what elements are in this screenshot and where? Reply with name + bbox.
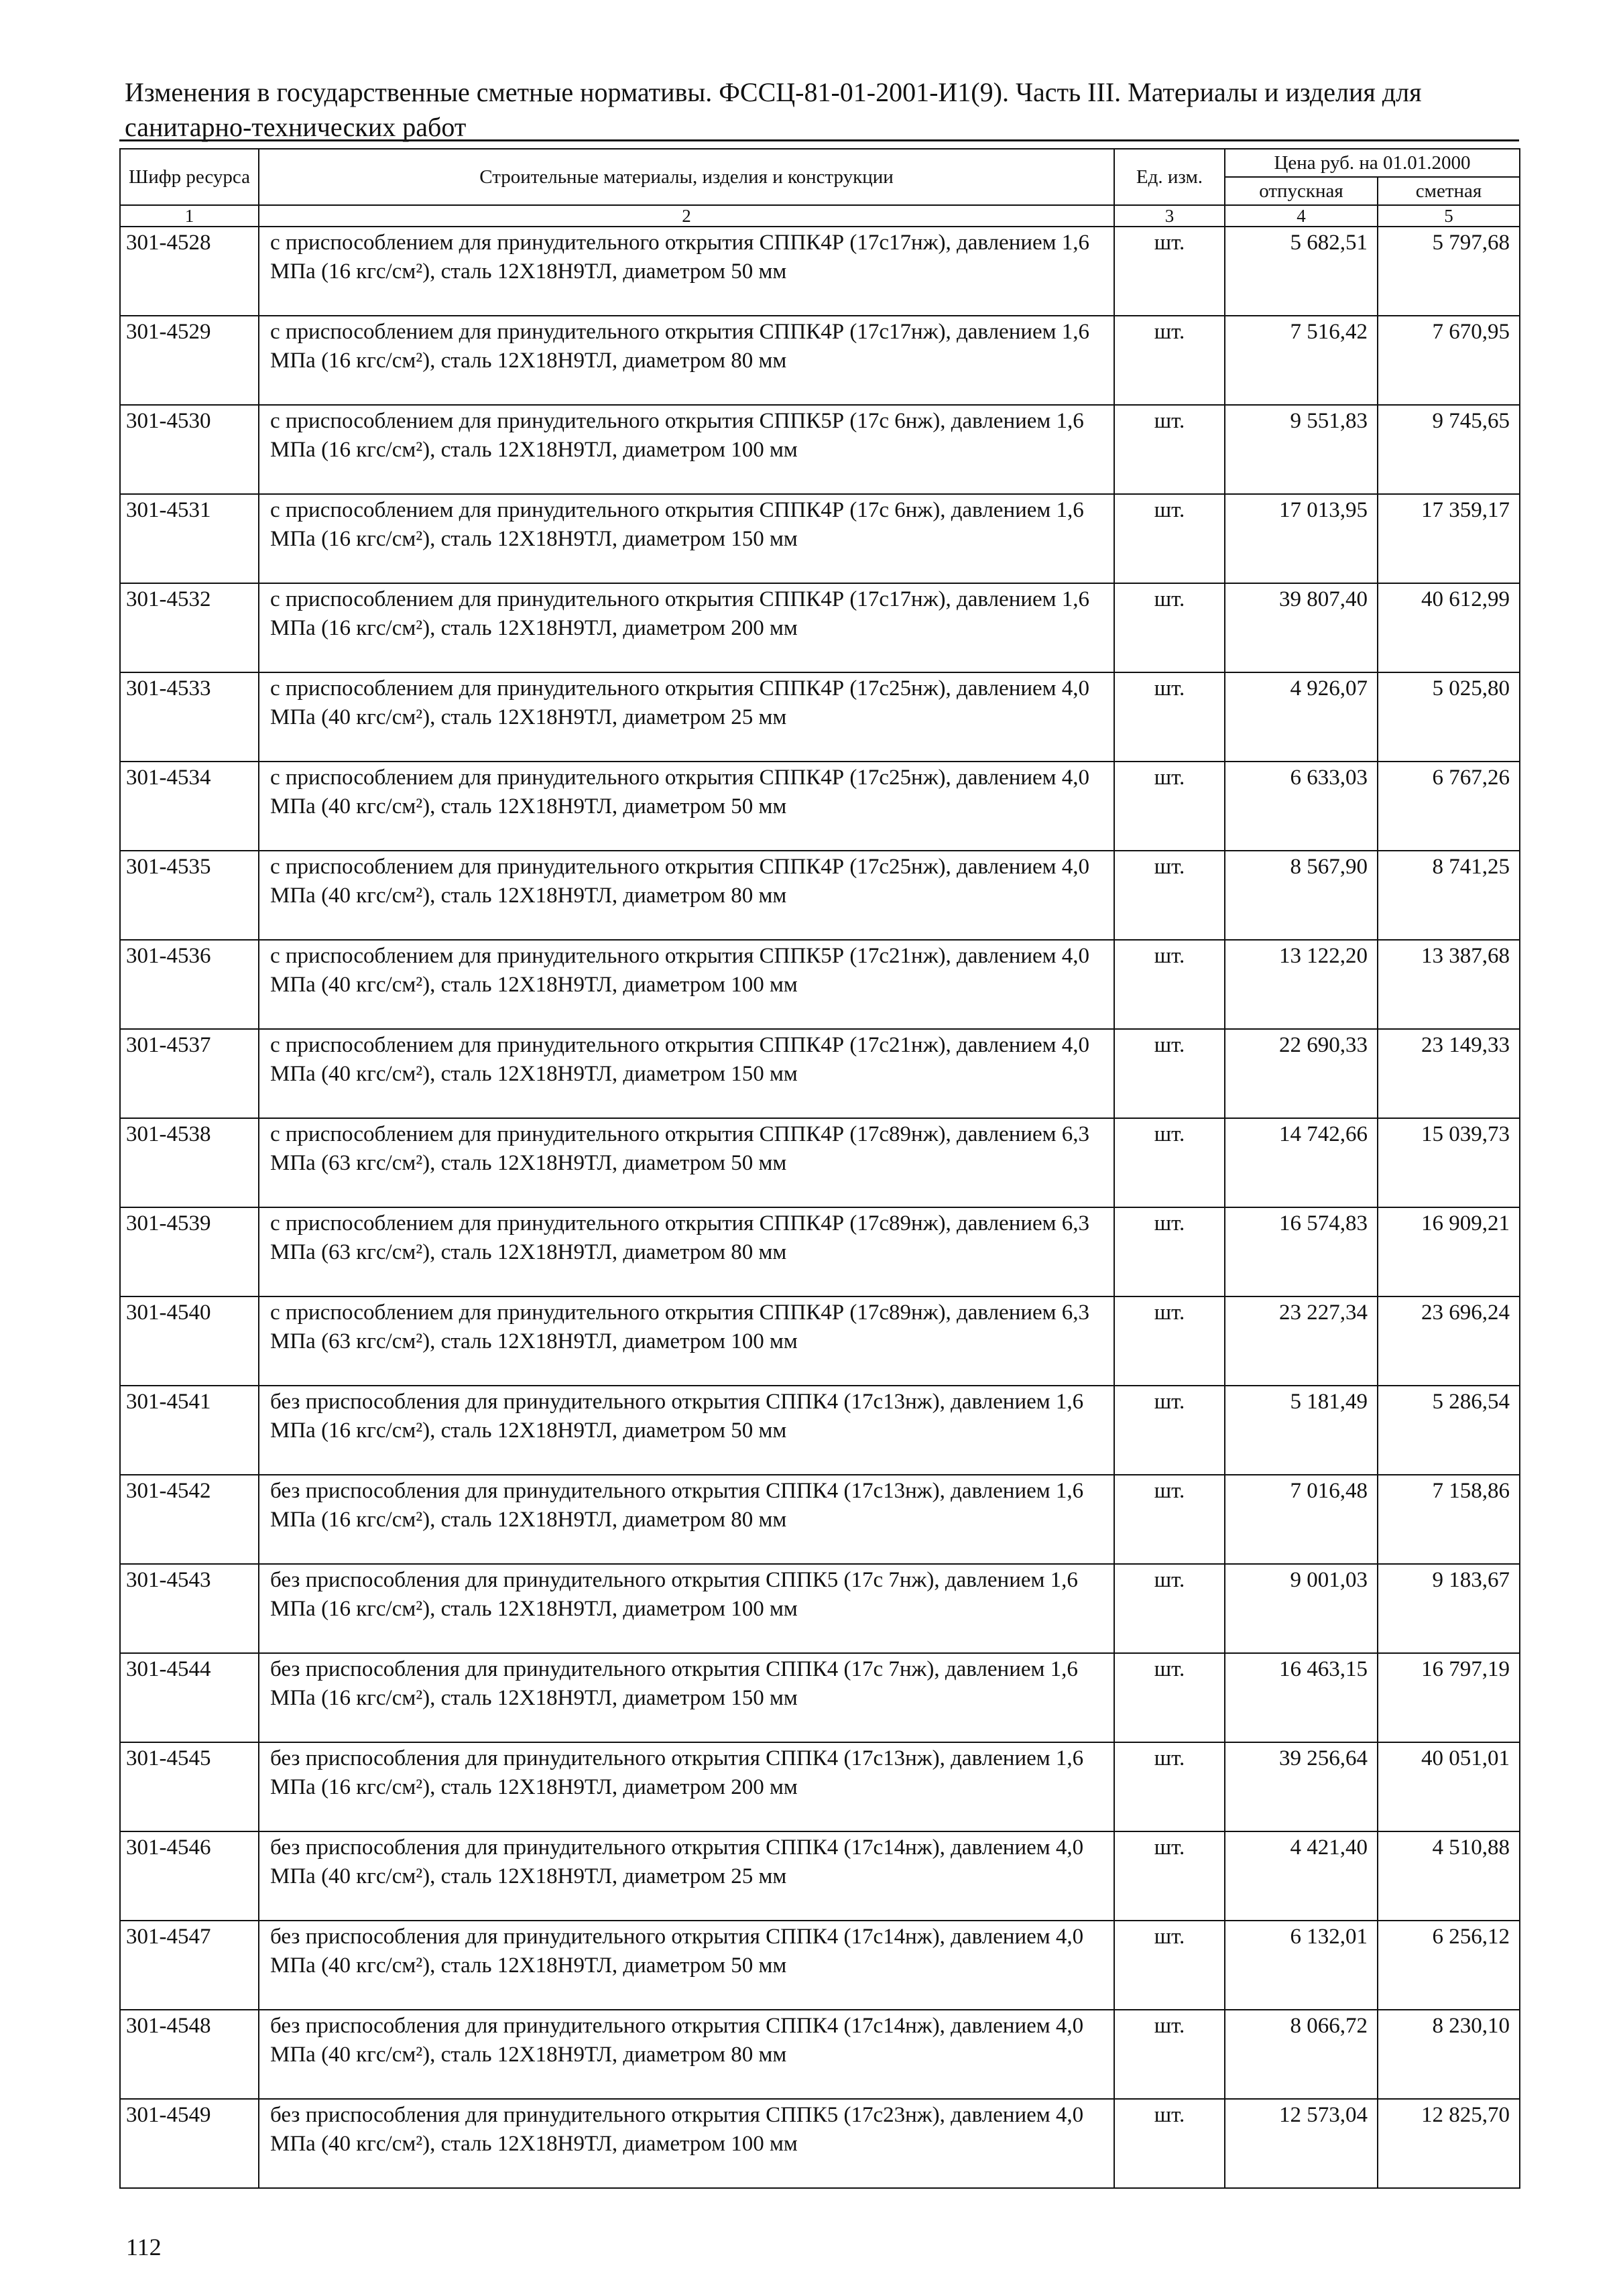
table-row [120, 583, 1520, 672]
release-price: 9 551,83 [1225, 405, 1378, 494]
resource-code: 301-4532 [120, 583, 259, 672]
resource-code: 301-4529 [120, 316, 259, 405]
header-unit: Ед. изм. [1114, 149, 1225, 205]
resource-code: 301-4540 [120, 1296, 259, 1386]
table-row [120, 1386, 1520, 1475]
estimate-price: 6 767,26 [1378, 762, 1520, 851]
material-description: без приспособления для принудительного открытия СППК4 (17с13нж), давлением 1,6 МПа (16 кгс/см²), сталь 12Х18Н9ТЛ, диаметром 80 мм [259, 1475, 1114, 1564]
unit: шт. [1114, 762, 1225, 851]
column-number: 4 [1225, 205, 1378, 227]
material-description: без приспособления для принудительного открытия СППК4 (17с14нж), давлением 4,0 МПа (40 кгс/см²), сталь 12Х18Н9ТЛ, диаметром 80 мм [259, 2010, 1114, 2099]
material-description: без приспособления для принудительного открытия СППК4 (17с 7нж), давлением 1,6 МПа (16 кгс/см²), сталь 12Х18Н9ТЛ, диаметром 150 мм [259, 1653, 1114, 1742]
resource-code: 301-4536 [120, 940, 259, 1029]
column-number: 1 [120, 205, 259, 227]
unit: шт. [1114, 2010, 1225, 2099]
material-description: без приспособления для принудительного открытия СППК4 (17с14нж), давлением 4,0 МПа (40 кгс/см²), сталь 12Х18Н9ТЛ, диаметром 25 мм [259, 1831, 1114, 1921]
estimate-price: 40 051,01 [1378, 1742, 1520, 1831]
release-price: 39 807,40 [1225, 583, 1378, 672]
unit: шт. [1114, 1029, 1225, 1118]
release-price: 4 421,40 [1225, 1831, 1378, 1921]
unit: шт. [1114, 494, 1225, 583]
material-description: с приспособлением для принудительного открытия СППК4Р (17с25нж), давлением 4,0 МПа (40 кгс/см²), сталь 12Х18Н9ТЛ, диаметром 50 мм [259, 762, 1114, 851]
material-description: без приспособления для принудительного открытия СППК4 (17с14нж), давлением 4,0 МПа (40 кгс/см²), сталь 12Х18Н9ТЛ, диаметром 50 мм [259, 1921, 1114, 2010]
estimate-price: 4 510,88 [1378, 1831, 1520, 1921]
table-row [120, 1207, 1520, 1296]
material-description: с приспособлением для принудительного открытия СППК4Р (17с89нж), давлением 6,3 МПа (63 кгс/см²), сталь 12Х18Н9ТЛ, диаметром 80 мм [259, 1207, 1114, 1296]
estimate-price: 23 696,24 [1378, 1296, 1520, 1386]
resource-code: 301-4537 [120, 1029, 259, 1118]
table-row [120, 940, 1520, 1029]
table-row [120, 405, 1520, 494]
estimate-price: 6 256,12 [1378, 1921, 1520, 2010]
resource-code: 301-4528 [120, 227, 259, 316]
unit: шт. [1114, 1296, 1225, 1386]
release-price: 16 574,83 [1225, 1207, 1378, 1296]
estimate-price: 16 797,19 [1378, 1653, 1520, 1742]
unit: шт. [1114, 1118, 1225, 1207]
resource-code: 301-4531 [120, 494, 259, 583]
resource-code: 301-4539 [120, 1207, 259, 1296]
estimate-price: 5 025,80 [1378, 672, 1520, 762]
material-description: с приспособлением для принудительного открытия СППК4Р (17с17нж), давлением 1,6 МПа (16 кгс/см²), сталь 12Х18Н9ТЛ, диаметром 80 мм [259, 316, 1114, 405]
table-row [120, 1921, 1520, 2010]
column-number: 3 [1114, 205, 1225, 227]
table-row [120, 1831, 1520, 1921]
table-body [120, 227, 1520, 2188]
page-number: 112 [126, 2234, 162, 2260]
material-description: с приспособлением для принудительного открытия СППК4Р (17с89нж), давлением 6,3 МПа (63 кгс/см²), сталь 12Х18Н9ТЛ, диаметром 50 мм [259, 1118, 1114, 1207]
unit: шт. [1114, 851, 1225, 940]
release-price: 12 573,04 [1225, 2099, 1378, 2188]
unit: шт. [1114, 672, 1225, 762]
release-price: 16 463,15 [1225, 1653, 1378, 1742]
table-row [120, 851, 1520, 940]
material-description: с приспособлением для принудительного открытия СППК4Р (17с89нж), давлением 6,3 МПа (63 кгс/см²), сталь 12Х18Н9ТЛ, диаметром 100 мм [259, 1296, 1114, 1386]
header-code: Шифр ресурса [120, 149, 259, 205]
unit: шт. [1114, 227, 1225, 316]
estimate-price: 40 612,99 [1378, 583, 1520, 672]
estimate-price: 7 670,95 [1378, 316, 1520, 405]
table-row [120, 762, 1520, 851]
material-description: с приспособлением для принудительного открытия СППК4Р (17с17нж), давлением 1,6 МПа (16 кгс/см²), сталь 12Х18Н9ТЛ, диаметром 50 мм [259, 227, 1114, 316]
resource-code: 301-4543 [120, 1564, 259, 1653]
column-number: 5 [1378, 205, 1520, 227]
material-description: без приспособления для принудительного открытия СППК5 (17с23нж), давлением 4,0 МПа (40 кгс/см²), сталь 12Х18Н9ТЛ, диаметром 100 мм [259, 2099, 1114, 2188]
release-price: 6 132,01 [1225, 1921, 1378, 2010]
material-description: с приспособлением для принудительного открытия СППК4Р (17с25нж), давлением 4,0 МПа (40 кгс/см²), сталь 12Х18Н9ТЛ, диаметром 80 мм [259, 851, 1114, 940]
table-row [120, 1653, 1520, 1742]
release-price: 39 256,64 [1225, 1742, 1378, 1831]
header-release-price: отпускная [1225, 177, 1378, 205]
resource-code: 301-4535 [120, 851, 259, 940]
material-description: с приспособлением для принудительного открытия СППК4Р (17с17нж), давлением 1,6 МПа (16 кгс/см²), сталь 12Х18Н9ТЛ, диаметром 200 мм [259, 583, 1114, 672]
estimate-price: 5 797,68 [1378, 227, 1520, 316]
material-description: без приспособления для принудительного открытия СППК4 (17с13нж), давлением 1,6 МПа (16 кгс/см²), сталь 12Х18Н9ТЛ, диаметром 200 мм [259, 1742, 1114, 1831]
estimate-price: 8 741,25 [1378, 851, 1520, 940]
resource-code: 301-4541 [120, 1386, 259, 1475]
release-price: 9 001,03 [1225, 1564, 1378, 1653]
estimate-price: 16 909,21 [1378, 1207, 1520, 1296]
unit: шт. [1114, 1653, 1225, 1742]
material-description: с приспособлением для принудительного открытия СППК4Р (17с 6нж), давлением 1,6 МПа (16 кгс/см²), сталь 12Х18Н9ТЛ, диаметром 150 мм [259, 494, 1114, 583]
resource-code: 301-4530 [120, 405, 259, 494]
unit: шт. [1114, 583, 1225, 672]
release-price: 23 227,34 [1225, 1296, 1378, 1386]
unit: шт. [1114, 1831, 1225, 1921]
table-row [120, 1475, 1520, 1564]
resource-code: 301-4533 [120, 672, 259, 762]
table-row [120, 494, 1520, 583]
unit: шт. [1114, 1742, 1225, 1831]
estimate-price: 15 039,73 [1378, 1118, 1520, 1207]
table-row [120, 2099, 1520, 2188]
resource-code: 301-4538 [120, 1118, 259, 1207]
release-price: 22 690,33 [1225, 1029, 1378, 1118]
price-table [119, 148, 1520, 2189]
resource-code: 301-4544 [120, 1653, 259, 1742]
table-row [120, 1118, 1520, 1207]
unit: шт. [1114, 1475, 1225, 1564]
material-description: с приспособлением для принудительного открытия СППК4Р (17с21нж), давлением 4,0 МПа (40 кгс/см²), сталь 12Х18Н9ТЛ, диаметром 150 мм [259, 1029, 1114, 1118]
table-row [120, 1029, 1520, 1118]
unit: шт. [1114, 1564, 1225, 1653]
material-description: без приспособления для принудительного открытия СППК5 (17с 7нж), давлением 1,6 МПа (16 кгс/см²), сталь 12Х18Н9ТЛ, диаметром 100 мм [259, 1564, 1114, 1653]
unit: шт. [1114, 1921, 1225, 2010]
resource-code: 301-4545 [120, 1742, 259, 1831]
unit: шт. [1114, 405, 1225, 494]
table-row [120, 316, 1520, 405]
header-divider [119, 139, 1519, 141]
table-row [120, 227, 1520, 316]
estimate-price: 9 745,65 [1378, 405, 1520, 494]
header-name: Строительные материалы, изделия и конструкции [259, 149, 1114, 205]
release-price: 7 016,48 [1225, 1475, 1378, 1564]
estimate-price: 8 230,10 [1378, 2010, 1520, 2099]
release-price: 14 742,66 [1225, 1118, 1378, 1207]
estimate-price: 12 825,70 [1378, 2099, 1520, 2188]
resource-code: 301-4542 [120, 1475, 259, 1564]
material-description: с приспособлением для принудительного открытия СППК5Р (17с21нж), давлением 4,0 МПа (40 кгс/см²), сталь 12Х18Н9ТЛ, диаметром 100 мм [259, 940, 1114, 1029]
column-number: 2 [259, 205, 1114, 227]
resource-code: 301-4548 [120, 2010, 259, 2099]
estimate-price: 17 359,17 [1378, 494, 1520, 583]
estimate-price: 13 387,68 [1378, 940, 1520, 1029]
table-row [120, 1742, 1520, 1831]
release-price: 8 567,90 [1225, 851, 1378, 940]
estimate-price: 9 183,67 [1378, 1564, 1520, 1653]
material-description: без приспособления для принудительного открытия СППК4 (17с13нж), давлением 1,6 МПа (16 кгс/см²), сталь 12Х18Н9ТЛ, диаметром 50 мм [259, 1386, 1114, 1475]
resource-code: 301-4546 [120, 1831, 259, 1921]
table-row [120, 2010, 1520, 2099]
unit: шт. [1114, 1207, 1225, 1296]
estimate-price: 23 149,33 [1378, 1029, 1520, 1118]
unit: шт. [1114, 940, 1225, 1029]
unit: шт. [1114, 2099, 1225, 2188]
estimate-price: 7 158,86 [1378, 1475, 1520, 1564]
header-estimate-price: сметная [1378, 177, 1520, 205]
material-description: с приспособлением для принудительного открытия СППК5Р (17с 6нж), давлением 1,6 МПа (16 кгс/см²), сталь 12Х18Н9ТЛ, диаметром 100 мм [259, 405, 1114, 494]
material-description: с приспособлением для принудительного открытия СППК4Р (17с25нж), давлением 4,0 МПа (40 кгс/см²), сталь 12Х18Н9ТЛ, диаметром 25 мм [259, 672, 1114, 762]
unit: шт. [1114, 1386, 1225, 1475]
release-price: 7 516,42 [1225, 316, 1378, 405]
release-price: 4 926,07 [1225, 672, 1378, 762]
release-price: 5 682,51 [1225, 227, 1378, 316]
resource-code: 301-4549 [120, 2099, 259, 2188]
unit: шт. [1114, 316, 1225, 405]
estimate-price: 5 286,54 [1378, 1386, 1520, 1475]
release-price: 5 181,49 [1225, 1386, 1378, 1475]
release-price: 17 013,95 [1225, 494, 1378, 583]
release-price: 13 122,20 [1225, 940, 1378, 1029]
release-price: 6 633,03 [1225, 762, 1378, 851]
table-row [120, 672, 1520, 762]
header-price-group: Цена руб. на 01.01.2000 [1225, 149, 1520, 177]
page-header: Изменения в государственные сметные нормативы. ФССЦ-81-01-2001-И1(9). Часть III. Материалы и изделия для санитарно-технических работ [125, 77, 1422, 142]
resource-code: 301-4534 [120, 762, 259, 851]
release-price: 8 066,72 [1225, 2010, 1378, 2099]
table-row [120, 1564, 1520, 1653]
table-row [120, 1296, 1520, 1386]
resource-code: 301-4547 [120, 1921, 259, 2010]
